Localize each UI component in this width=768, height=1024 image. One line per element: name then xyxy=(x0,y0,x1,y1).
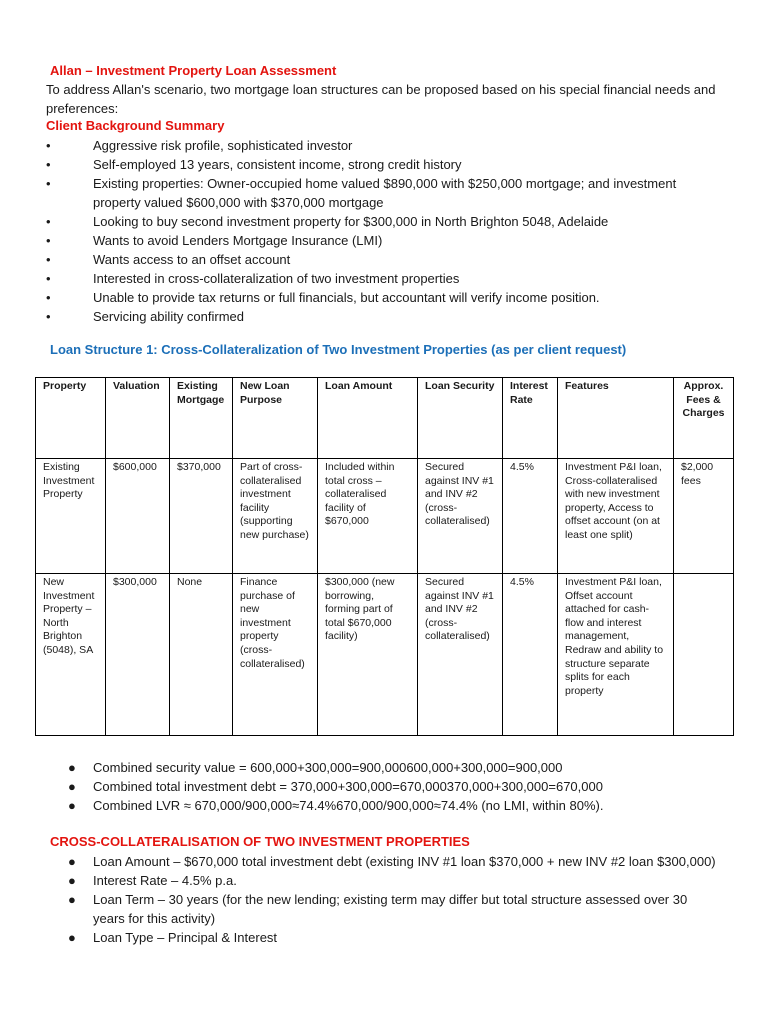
column-header: New Loan Purpose xyxy=(233,378,318,459)
list-item: • Self-employed 13 years, consistent income, strong credit history xyxy=(46,157,462,172)
bullet-icon: • xyxy=(46,271,51,286)
features-cell: Investment P&I loan, Cross-collateralised with new investment property, Access to offset account (on at least one split) xyxy=(558,459,674,574)
fees-cell: $2,000 fees xyxy=(674,459,734,574)
list-item: ● Combined security value = 600,000+300,000=900,000600,000+300,000=900,000 xyxy=(68,760,563,775)
list-item: • Existing properties: Owner-occupied home valued $890,000 with $250,000 mortgage; and investment property valued $600,000 with $370,000 mortgage xyxy=(46,176,677,210)
bullet-icon: • xyxy=(46,252,51,267)
calculations-list xyxy=(68,758,748,815)
bullet-icon: • xyxy=(46,309,51,324)
document-title: Allan – Investment Property Loan Assessment xyxy=(50,63,337,78)
interest-rate-cell: 4.5% xyxy=(503,574,558,736)
column-header: Interest Rate xyxy=(503,378,558,459)
bullet-icon: • xyxy=(46,233,51,248)
bullet-icon: • xyxy=(46,176,51,191)
list-item: ● Combined LVR ≈ 670,000/900,000≈74.4%670,000/900,000≈74.4% (no LMI, within 80%). xyxy=(68,798,604,813)
bullet-icon: • xyxy=(46,214,51,229)
bullet-icon: • xyxy=(46,290,51,305)
list-item: ● Loan Term – 30 years (for the new lending; existing term may differ but total structure assessed over 30 years for this activity) xyxy=(68,892,688,926)
bullet-icon: ● xyxy=(68,779,76,794)
existing-mortgage-cell: None xyxy=(170,574,233,736)
bullet-icon: ● xyxy=(68,798,76,813)
table-header-row xyxy=(36,378,734,459)
fees-cell xyxy=(674,574,734,736)
list-item: • Unable to provide tax returns or full financials, but accountant will verify income position. xyxy=(46,290,600,305)
existing-mortgage-cell: $370,000 xyxy=(170,459,233,574)
column-header: Existing Mortgage xyxy=(170,378,233,459)
valuation-cell: $600,000 xyxy=(106,459,170,574)
column-header: Loan Security xyxy=(418,378,503,459)
loan-amount-cell: Included within total cross – collateralised facility of $670,000 xyxy=(318,459,418,574)
valuation-cell: $300,000 xyxy=(106,574,170,736)
bullet-icon: ● xyxy=(68,760,76,775)
bullet-icon: ● xyxy=(68,930,76,945)
table-row xyxy=(36,574,734,736)
list-item: • Looking to buy second investment property for $300,000 in North Brighton 5048, Adelaide xyxy=(46,214,609,229)
security-cell: Secured against INV #1 and INV #2 (cross-collateralised) xyxy=(418,574,503,736)
client-background-list xyxy=(46,136,726,326)
bullet-icon: • xyxy=(46,138,51,153)
intro-paragraph: To address Allan's scenario, two mortgage loan structures can be proposed based on his special financial needs and preferences: xyxy=(46,82,716,116)
bullet-icon: • xyxy=(46,157,51,172)
table-row xyxy=(36,459,734,574)
list-item: • Servicing ability confirmed xyxy=(46,309,245,324)
bullet-icon: ● xyxy=(68,892,76,907)
security-cell: Secured against INV #1 and INV #2 (cross-collateralised) xyxy=(418,459,503,574)
list-item: • Interested in cross-collateralization of two investment properties xyxy=(46,271,460,286)
client-background-heading: Client Background Summary xyxy=(46,118,225,133)
purpose-cell: Finance purchase of new investment property (cross-collateralised) xyxy=(233,574,318,736)
features-cell: Investment P&I loan, Offset account attached for cash-flow and interest management, Redraw and ability to structure separate splits for each property xyxy=(558,574,674,736)
bullet-icon: ● xyxy=(68,854,76,869)
bullet-icon: ● xyxy=(68,873,76,888)
purpose-cell: Part of cross-collateralised investment facility (supporting new purchase) xyxy=(233,459,318,574)
column-header: Approx. Fees & Charges xyxy=(674,378,734,459)
list-item: ● Combined total investment debt = 370,000+300,000=670,000370,000+300,000=670,000 xyxy=(68,779,603,794)
list-item: ● Loan Type – Principal & Interest xyxy=(68,930,278,945)
cross-collateral-list xyxy=(68,852,718,947)
column-header: Features xyxy=(558,378,674,459)
column-header: Valuation xyxy=(106,378,170,459)
list-item: ● Loan Amount – $670,000 total investment debt (existing INV #1 loan $370,000 + new INV #2 loan $300,000) xyxy=(68,854,716,869)
list-item: • Aggressive risk profile, sophisticated investor xyxy=(46,138,353,153)
loan-structure-table xyxy=(35,377,734,736)
list-item: • Wants access to an offset account xyxy=(46,252,291,267)
column-header: Property xyxy=(36,378,106,459)
interest-rate-cell: 4.5% xyxy=(503,459,558,574)
loan-amount-cell: $300,000 (new borrowing, forming part of total $670,000 facility) xyxy=(318,574,418,736)
list-item: • Wants to avoid Lenders Mortgage Insurance (LMI) xyxy=(46,233,383,248)
cross-collateral-heading: CROSS-COLLATERALISATION OF TWO INVESTMENT PROPERTIES xyxy=(50,834,470,849)
loan-structure-1-heading: Loan Structure 1: Cross-Collateralization of Two Investment Properties (as per client request) xyxy=(50,342,627,357)
property-cell: Existing Investment Property xyxy=(36,459,106,574)
list-item: ● Interest Rate – 4.5% p.a. xyxy=(68,873,237,888)
column-header: Loan Amount xyxy=(318,378,418,459)
property-cell: New Investment Property – North Brighton (5048), SA xyxy=(36,574,106,736)
